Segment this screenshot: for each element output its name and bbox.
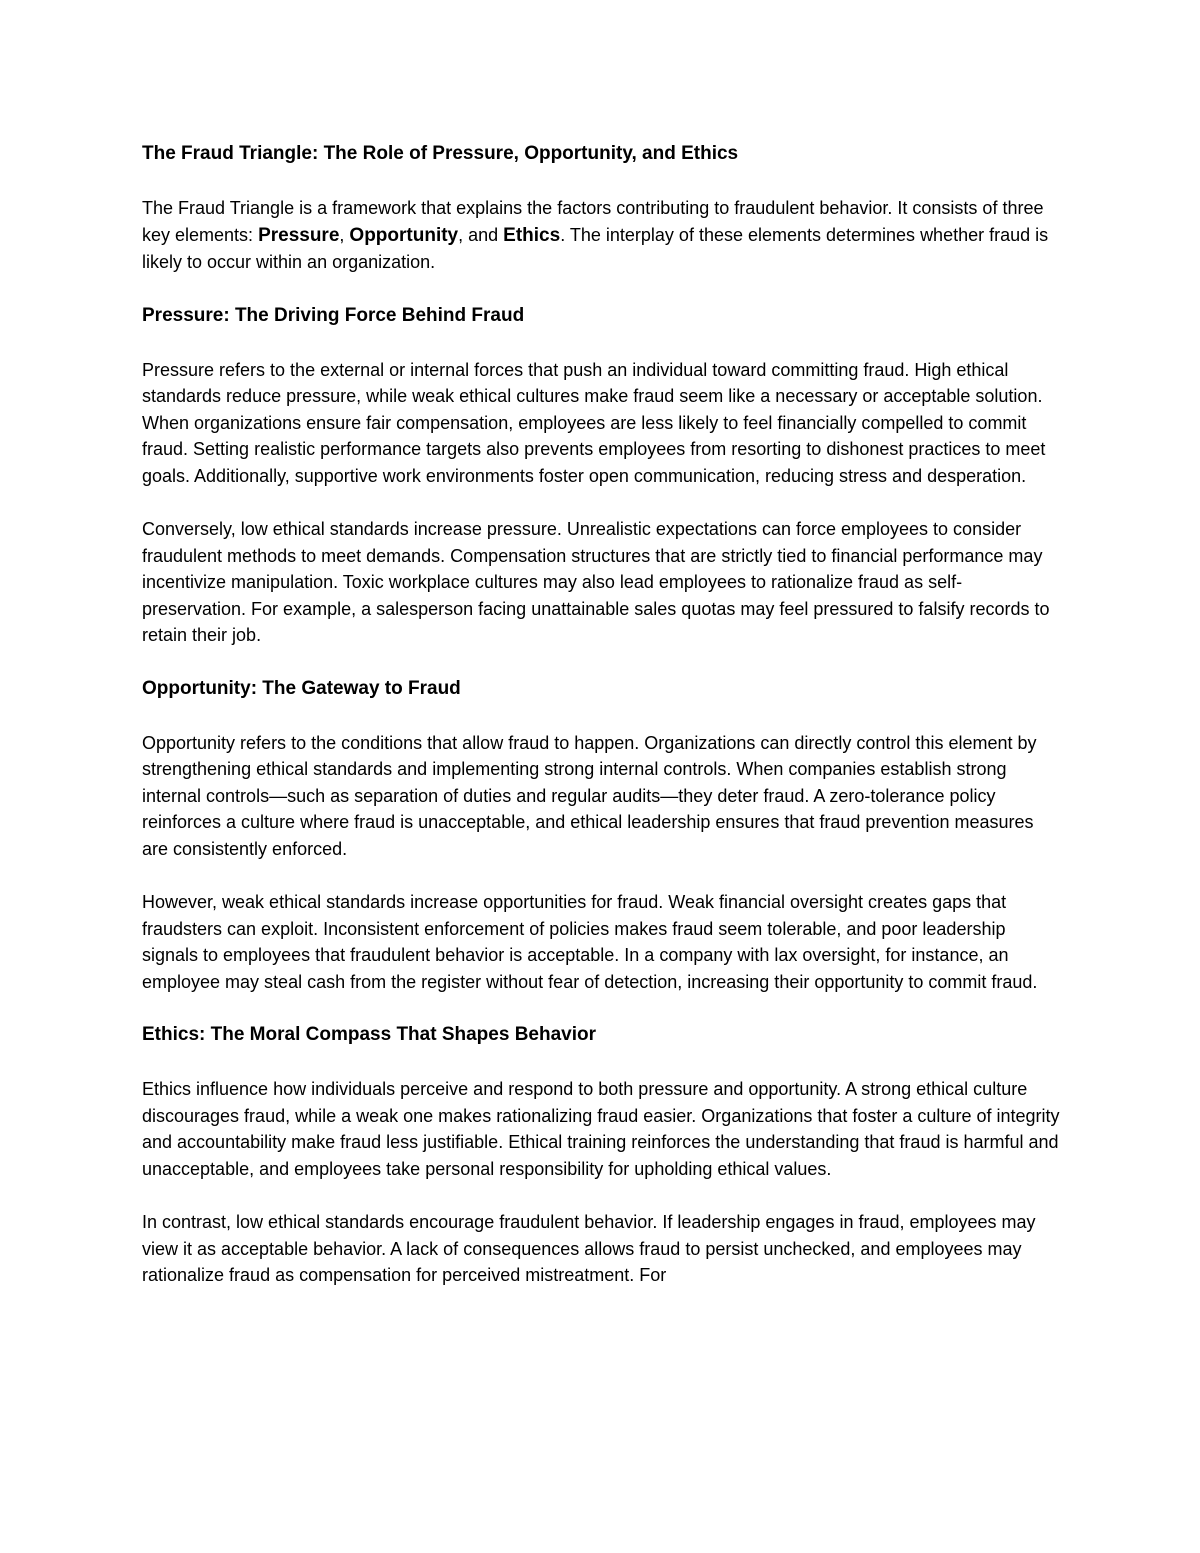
paragraph: Ethics influence how individuals perceive and respond to both pressure and opportunity. A strong ethical culture discourages fraud, while a weak one makes rationalizing fraud easier. Organizations that foster a culture of integrity and accountability make fraud less justifiable. Ethical training reinforces the understanding that fraud is harmful and unacceptable, and employees take personal responsibility for upholding ethical values.: [142, 1079, 1060, 1179]
intro-paragraph: [142, 195, 1062, 276]
intro-sep-2: , and: [458, 224, 504, 245]
section-heading-opportunity: Opportunity: The Gateway to Fraud: [142, 677, 461, 699]
section-heading-ethics: Ethics: The Moral Compass That Shapes Behavior: [142, 1024, 596, 1045]
intro-sep-1: ,: [339, 224, 350, 245]
paragraph: Pressure refers to the external or internal forces that push an individual toward committing fraud. High ethical standards reduce pressure, while weak ethical cultures make fraud seem like a necessary or acceptable solution. When organizations ensure fair compensation, employees are less likely to feel financially compelled to commit fraud. Setting realistic performance targets also prevents employees from resorting to dishonest practices to meet goals. Additionally, supportive work environments foster open communication, reducing stress and desperation.: [142, 359, 1046, 486]
term-opportunity: Opportunity: [349, 224, 459, 246]
document-title: The Fraud Triangle: The Role of Pressure, Opportunity, and Ethics: [142, 143, 739, 164]
term-ethics: Ethics: [503, 224, 561, 246]
intro-text-end: . The interplay of these elements determines whether fraud is likely to occur within an organization.: [142, 224, 1049, 272]
paragraph: Conversely, low ethical standards increase pressure. Unrealistic expectations can force employees to consider fraudulent methods to meet demands. Compensation structures that are strictly tied to financial performance may incentivize manipulation. Toxic workplace cultures may also lead employees to rationalize fraud as self-preservation. For example, a salesperson facing unattainable sales quotas may feel pressured to falsify records to retain their job.: [142, 519, 1050, 645]
section-opportunity: [142, 676, 1062, 996]
paragraph: However, weak ethical standards increase opportunities for fraud. Weak financial oversight creates gaps that fraudsters can exploit. Inconsistent enforcement of policies makes fraud seem tolerable, and poor leadership signals to employees that fraudulent behavior is acceptable. In a company with lax oversight, for instance, an employee may steal cash from the register without fear of detection, increasing their opportunity to commit fraud.: [142, 892, 1038, 992]
section-ethics: [142, 1022, 1062, 1289]
document-page: [142, 140, 1062, 1316]
term-pressure: Pressure: [258, 224, 340, 246]
section-heading-pressure: Pressure: The Driving Force Behind Fraud: [142, 304, 525, 326]
intro-text-start: The Fraud Triangle is a framework that explains the factors contributing to fraudulent behavior. It consists of three key elements:: [142, 198, 1044, 245]
paragraph: In contrast, low ethical standards encourage fraudulent behavior. If leadership engages in fraud, employees may view it as acceptable behavior. A lack of consequences allows fraud to persist unchecked, and employees may rationalize fraud as compensation for perceived mistreatment. For: [142, 1212, 1036, 1285]
paragraph: Opportunity refers to the conditions that allow fraud to happen. Organizations can directly control this element by strengthening ethical standards and implementing strong internal controls. When companies establish strong internal controls—such as separation of duties and regular audits—they deter fraud. A zero-tolerance policy reinforces a culture where fraud is unacceptable, and ethical leadership ensures that fraud prevention measures are consistently enforced.: [142, 732, 1037, 859]
section-pressure: [142, 303, 1062, 649]
